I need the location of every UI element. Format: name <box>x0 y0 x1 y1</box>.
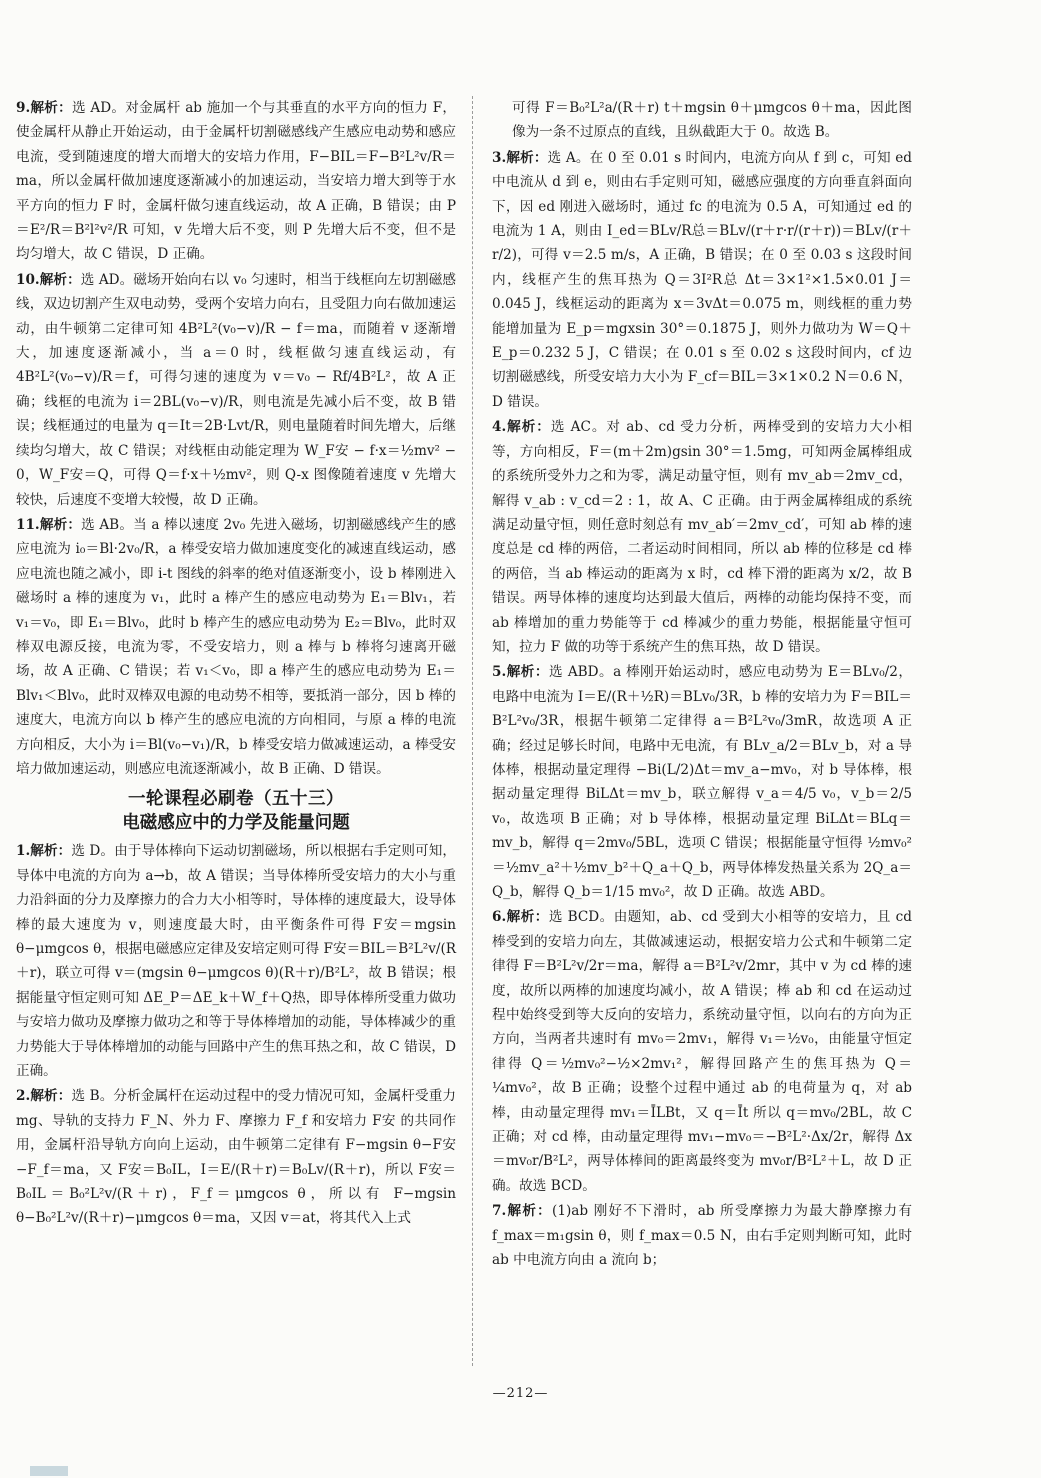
answer-text: 选 AC。对 ab、cd 受力分析，两棒受到的安培力大小相等，方向相反，F＝(m＋2m)gsin 30°＝1.5mg，可知两金属棒组成的系统所受外力之和为零，满足动量守恒，则有 mv_ab＝2mv_cd，解得 v_ab : v_cd＝2 : 1，故 A、C 正确。由于两金属棒组成的系统满足动量守恒，则任意时刻总有 mv_ab′＝2mv_cd′，可知 ab 棒的速度总是 cd 棒的两倍，二者运动时间相同，所以 ab 棒的位移是 cd 棒的两倍，当 ab 棒运动的距离为 x 时，cd 棒下滑的距离为 x/2，故 B 错误。两导体棒的速度均达到最大值后，两棒的动能均保持不变，而 ab 棒增加的重力势能等于 cd 棒减少的重力势能，根据能量守恒可知，拉力 F 做的功等于系统产生的焦耳热，故 D 错误。 <box>492 419 912 655</box>
question-number: 4. <box>492 419 507 436</box>
answer-text: 选 D。由于导体棒向下运动切割磁场，所以根据右手定则可知，导体中电流的方向为 a→b，故 A 错误；当导体棒所受安培力的大小与重力沿斜面的分力及摩擦力的合力大小相等时，导体棒的速度最大，设导体棒的最大速度为 v，则速度最大时，由平衡条件可得 F安＝mgsin θ−μmgcos θ，根据电磁感应定律及安培定则可得 F安＝BIL＝B²L²v/(R＋r)，联立可得 v＝(mgsin θ−μmgcos θ)(R＋r)/B²L²，故 B 错误；根据能量守恒定则可知 ΔE_P＝ΔE_k＋W_f＋Q热，即导体棒所受重力做功与安培力做功及摩擦力做功之和等于导体棒增加的动能，导体棒减少的重力势能大于导体棒增加的动能与回路中产生的焦耳热之和，故 C 错误，D 正确。 <box>16 843 457 1080</box>
answer-q9 <box>16 96 456 267</box>
answer-text: 选 ABD。a 棒刚开始运动时，感应电动势为 E＝BLv₀/2，电路中电流为 I＝E/(R＋½R)＝BLv₀/3R，b 棒的安培力为 F＝BIL＝B²L²v₀/3R，根据牛顿第二定律得 a＝B²L²v₀/3mR，故选项 A 正确；经过足够长时间，电路中无电流，有 BLv_a/2＝BLv_b，对 a 导体棒，根据动量定理得 −Bi(L/2)Δt＝mv_a−mv₀，对 b 导体棒，根据动量定理得 BiLΔt＝mv_b，联立解得 v_a＝4/5 v₀，v_b＝2/5 v₀，故选项 B 正确；对 b 导体棒，根据动量定理 BiLΔt＝BLq＝mv_b，解得 q＝2mv₀/5BL，选项 C 错误；根据能量守恒得 ½mv₀²＝½mv_a²＋½mv_b²＋Q_a＋Q_b，两导体棒发热量关系为 2Q_a＝Q_b，解得 Q_b＝1/15 mv₀²，故 D 正确。故选 ABD。 <box>492 664 912 900</box>
answer-s5 <box>492 660 912 904</box>
question-number: 1. <box>16 843 31 860</box>
scan-mark <box>30 1466 68 1476</box>
analysis-label: 解析： <box>506 909 549 926</box>
question-number: 6. <box>492 909 507 926</box>
section-subtitle: 电磁感应中的力学及能量问题 <box>122 813 350 834</box>
analysis-label: 解析： <box>30 100 72 116</box>
answer-s3 <box>492 146 912 414</box>
answer-text: 选 B。分析金属杆在运动过程中的受力情况可知，金属杆受重力 mg、导轨的支持力 F_N、外力 F、摩擦力 F_f 和安培力 F安 的共同作用，金属杆沿导轨方向向上运动，由牛顿第二定律有 F−mgsin θ−F安−F_f＝ma，又 F安＝B₀IL，I＝E/(R＋r)＝B₀Lv/(R＋r)，所以 F安＝B₀IL＝B₀²L²v/(R＋r)，F_f＝μmgcos θ，所以有 F−mgsin θ−B₀²L²v/(R＋r)−μmgcos θ＝ma，又因 v＝at，将其代入上式 <box>16 1088 457 1227</box>
page-number: —212— <box>492 1386 549 1401</box>
answer-s1 <box>16 839 456 1083</box>
analysis-label: 解析： <box>39 516 82 533</box>
answer-text: 选 AD。磁场开始向右以 v₀ 匀速时，相当于线框向左切割磁感线，双边切割产生双电动势，受两个安培力向右，且受阻力向右做加速运动，由牛顿第二定律可知 4B²L²(v₀−v)/R − f＝ma，而随着 v 逐渐增大，加速度逐渐减小，当 a＝0 时，线框做匀速直线运动，有 4B²L²(v₀−v)/R＝f，可得匀速的速度为 v＝v₀ − Rf/4B²L²，故 A 正确；线框的电流为 i＝2BL(v₀−v)/R，则电流是先减小后不变，故 B 错误；线框通过的电量为 q＝It＝2B·Lvt/R，则电量随着时间先增大，后继续均匀增大，故 C 错误；对线框由动能定理为 W_F安 − f·x＝½mv² − 0，W_F安＝Q，可得 Q＝f·x＋½mv²，则 Q-x 图像随着速度 v 先增大较快，后速度不变增大较慢，故 D 正确。 <box>16 271 456 508</box>
analysis-label: 解析： <box>506 149 548 166</box>
question-number: 7. <box>492 1203 507 1220</box>
analysis-label: 解析： <box>506 664 549 681</box>
question-number: 2. <box>16 1088 31 1105</box>
answer-s7 <box>492 1199 912 1272</box>
question-number: 9. <box>16 100 31 116</box>
answer-text: 选 AB。当 a 棒以速度 2v₀ 先进入磁场，切割磁感线产生的感应电流为 i₀＝Bl·2v₀/R，a 棒受安培力做加速度变化的减速直线运动，感应电流也随之减小，即 i-t 图线的斜率的绝对值逐渐变小，设 b 棒刚进入磁场时 a 棒的速度为 v₁，此时 a 棒产生的感应电动势为 E₁＝Blv₁，若 v₁＝v₀，即 E₁＝Blv₀，此时 b 棒产生的感应电动势为 E₂＝Blv₀，此时双棒双电源反接，电流为零，不受安培力，则 a 棒与 b 棒将匀速离开磁场，故 A 正确、C 错误；若 v₁＜v₀，即 a 棒产生的感应电动势为 E₁＝Blv₁＜Blv₀，此时双棒双电源的电动势不相等，要抵消一部分，因 b 棒的速度大，电流方向以 b 棒产生的感应电流的方向相同，与原 a 棒的电流方向相反，大小为 i＝Bl(v₀−v₁)/R，b 棒受安培力做减速运动，a 棒受安培力做加速运动，则感应电流逐渐减小，故 B 正确、D 错误。 <box>16 516 456 777</box>
answer-s2 <box>16 1084 456 1230</box>
answer-text: 选 A。在 0 至 0.01 s 时间内，电流方向从 f 到 c，可知 ed 中电流从 d 到 e，则由右手定则可知，磁感应强度的方向垂直斜面向下，因 ed 刚进入磁场时，通过 fc 的电流为 0.5 A，可知通过 ed 的电流为 1 A，则由 I_ed＝BLv/R总＝BLv/(r＋r·r/(r＋r))＝BLv/(r＋r/2)，可得 v＝2.5 m/s，A 正确，B 错误；在 0 至 0.03 s 这段时间内，线框产生的焦耳热为 Q＝3I²R总 Δt＝3×1²×1.5×0.01 J＝0.045 J，线框运动的距离为 x＝3vΔt＝0.075 m，则线框的重力势能增加量为 E_p＝mgxsin 30°＝0.1875 J，则外力做功为 W＝Q＋E_p＝0.232 5 J，C 错误；在 0.01 s 至 0.02 s 这段时间内，cf 边切割磁感线，所受安培力大小为 F_cf＝BIL＝3×1×0.2 N＝0.6 N，D 错误。 <box>492 149 913 410</box>
analysis-label: 解析： <box>506 419 551 436</box>
answer-text: (1)ab 刚好不下滑时，ab 所受摩擦力为最大静摩擦力有 f_max＝m₁gsin θ，则 f_max＝0.5 N，由右手定则判断可知，此时 ab 中电流方向由 a 流向 b； <box>492 1203 912 1269</box>
column-divider <box>472 96 473 1366</box>
question-number: 11. <box>16 516 40 533</box>
analysis-label: 解析： <box>30 1088 72 1105</box>
answer-q11 <box>16 513 456 781</box>
analysis-label: 解析： <box>39 271 81 288</box>
answer-text: 选 BCD。由题知，ab、cd 受到大小相等的安培力，且 cd 棒受到的安培力向左，其做减速运动，根据安培力公式和牛顿第二定律得 F＝B²L²v/2r＝ma，解得 a＝B²L²v/2mr，其中 v 为 cd 棒的速度，故所以两棒的加速度均减小，故 A 错误；棒 ab 和 cd 在运动过程中始终受到等大反向的安培力，系统动量守恒，以向右的方向为正方向，当两者共速时有 mv₀＝2mv₁，解得 v₁＝½v₀，由能量守恒定律得 Q＝½mv₀²−½×2mv₁²，解得回路产生的焦耳热为 Q＝¼mv₀²，故 B 正确；设整个过程中通过 ab 的电荷量为 q，对 ab 棒，由动量定理得 mv₁＝ĪLBt，又 q＝Īt 所以 q＝mv₀/2BL，故 C 正确；对 cd 棒，由动量定理得 mv₁−mv₀＝−B²L²·Δx/2r，解得 Δx＝mv₀r/B²L²，两导体棒间的距离最终变为 mv₀r/B²L²＋L，故 D 正确。故选 BCD。 <box>492 909 912 1194</box>
left-column <box>16 96 456 1232</box>
analysis-label: 解析： <box>506 1203 553 1220</box>
answer-q10 <box>16 268 456 512</box>
answer-s2-continued <box>492 96 912 145</box>
answer-s6 <box>492 905 912 1198</box>
right-column <box>492 96 912 1274</box>
question-number: 3. <box>492 149 507 166</box>
question-number: 5. <box>492 664 507 681</box>
answer-text: 可得 F＝B₀²L²a/(R＋r) t＋mgsin θ＋μmgcos θ＋ma，因此图像为一条不过原点的直线，且纵截距大于 0。故选 B。 <box>512 100 912 141</box>
section-title: 一轮课程必刷卷（五十三） <box>128 789 344 810</box>
answer-text: 选 AD。对金属杆 ab 施加一个与其垂直的水平方向的恒力 F，使金属杆从静止开始运动，由于金属杆切割磁感线产生感应电动势和感应电流，受到随速度的增大而增大的安培力作用，F−BIL＝F−B²L²v/R＝ma，所以金属杆做加速度逐渐减小的加速运动，当安培力增大到等于水平方向的恒力 F 时，金属杆做匀速直线运动，故 A 正确，B 错误；由 P＝E²/R＝B²l²v²/R 可知，v 先增大后不变，则 P 先增大后不变，但不是均匀增大，故 C 错误，D 正确。 <box>16 100 456 263</box>
question-number: 10. <box>16 271 40 288</box>
analysis-label: 解析： <box>30 843 72 860</box>
answer-s4 <box>492 415 912 659</box>
